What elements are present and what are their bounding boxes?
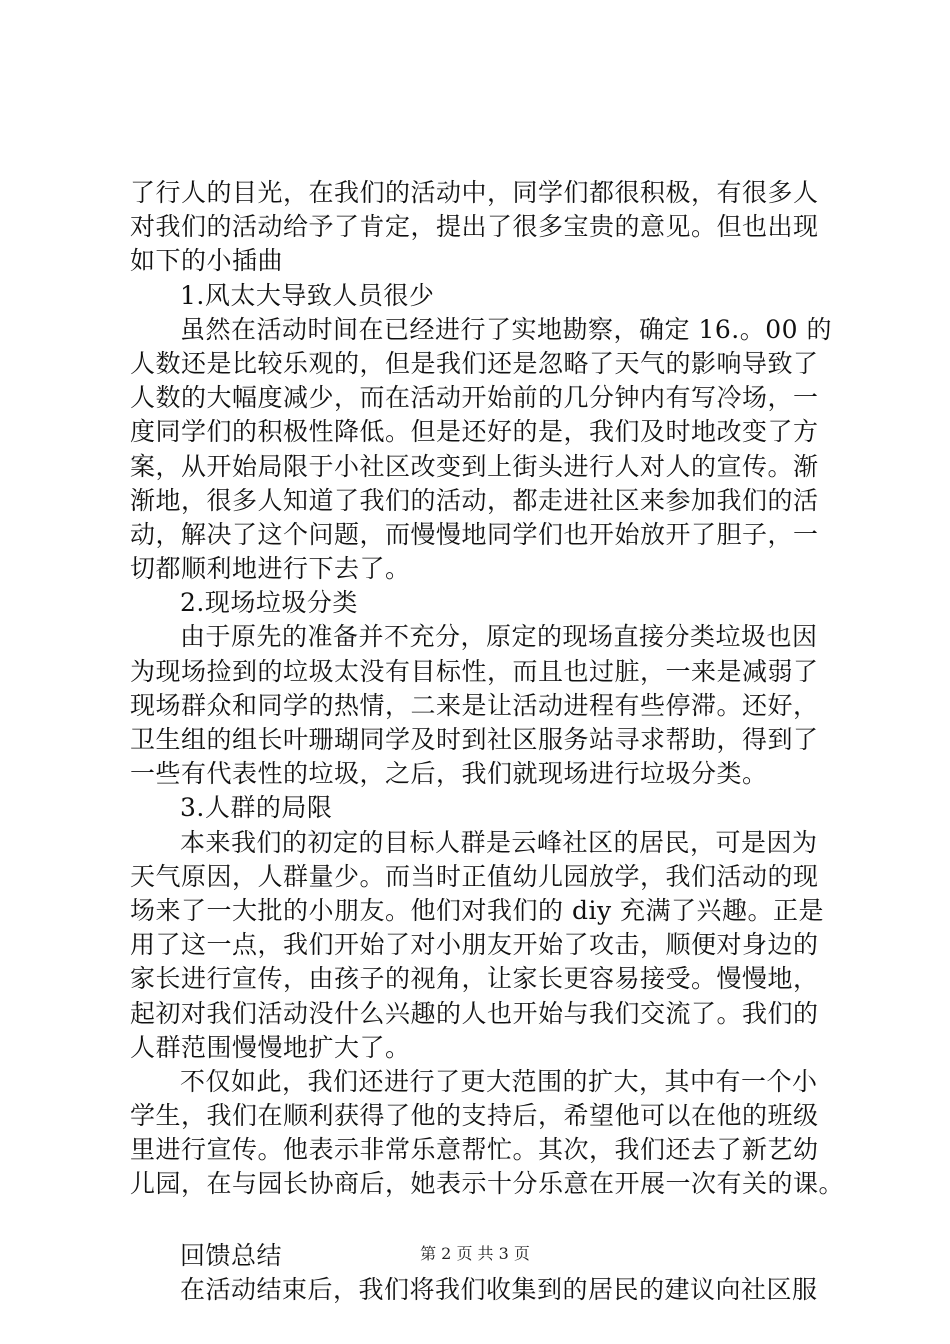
- text-line: 1.风太大导致人员很少: [180, 280, 435, 310]
- text-line: 本来我们的初定的目标人群是云峰社区的居民，可是因为: [180, 827, 818, 857]
- text-line: 里进行宣传。他表示非常乐意帮忙。其次，我们还去了新艺幼: [130, 1135, 819, 1165]
- text-line: 现场群众和同学的热情，二来是让活动进程有些停滞。还好，: [130, 690, 819, 720]
- text-line: 动，解决了这个问题，而慢慢地同学们也开始放开了胆子，一: [130, 519, 819, 549]
- text-line: 渐地，很多人知道了我们的活动，都走进社区来参加我们的活: [130, 485, 819, 515]
- text-line: 人数的大幅度减少，而在活动开始前的几分钟内有写冷场，一: [130, 383, 819, 413]
- closing-line: 在活动结束后，我们将我们收集到的居民的建议向社区服: [180, 1274, 818, 1304]
- text-line: 对我们的活动给予了肯定，提出了很多宝贵的意见。但也出现: [130, 212, 819, 242]
- text-line: 案，从开始局限于小社区改变到上街头进行人对人的宣传。渐: [130, 451, 819, 481]
- text-line: 如下的小插曲: [130, 246, 284, 276]
- page-footer: 第 2 页 共 3 页: [420, 1244, 530, 1263]
- text-line: 人群范围慢慢地扩大了。: [130, 1032, 411, 1062]
- text-line: 天气原因，人群量少。而当时正值幼儿园放学，我们活动的现: [130, 861, 819, 891]
- text-line: 儿园，在与园长协商后，她表示十分乐意在开展一次有关的课。: [130, 1169, 845, 1199]
- text-line: 虽然在活动时间在已经进行了实地勘察，确定 16.。00 的: [180, 314, 832, 344]
- text-line: 起初对我们活动没什么兴趣的人也开始与我们交流了。我们的: [130, 998, 819, 1028]
- text-line: 度同学们的积极性降低。但是还好的是，我们及时地改变了方: [130, 417, 819, 447]
- text-line: 3.人群的局限: [180, 793, 333, 823]
- text-line: 2.现场垃圾分类: [180, 588, 358, 618]
- section-heading: 回馈总结: [180, 1240, 283, 1270]
- text-line: 切都顺利地进行下去了。: [130, 554, 411, 584]
- text-line: 用了这一点，我们开始了对小朋友开始了攻击，顺便对身边的: [130, 930, 819, 960]
- text-line: 不仅如此，我们还进行了更大范围的扩大，其中有一个小: [180, 1066, 818, 1096]
- section-gap: [130, 1202, 830, 1239]
- text-line: 学生，我们在顺利获得了他的支持后，希望他可以在他的班级: [130, 1101, 819, 1131]
- text-line: 家长进行宣传，由孩子的视角，让家长更容易接受。慢慢地，: [130, 964, 819, 994]
- text-line: 场来了一大批的小朋友。他们对我们的 diy 充满了兴趣。正是: [130, 895, 825, 925]
- text-line: 一些有代表性的垃圾，之后，我们就现场进行垃圾分类。: [130, 759, 768, 789]
- text-line: 为现场捡到的垃圾太没有目标性，而且也过脏，一来是减弱了: [130, 656, 819, 686]
- text-line: 由于原先的准备并不充分，原定的现场直接分类垃圾也因: [180, 622, 818, 652]
- text-line: 卫生组的组长叶珊瑚同学及时到社区服务站寻求帮助，得到了: [130, 725, 819, 754]
- paragraph-lines: [130, 176, 845, 1202]
- text-line: 了行人的目光，在我们的活动中，同学们都很积极，有很多人: [130, 178, 819, 207]
- document-body: [130, 176, 845, 1307]
- text-line: 人数还是比较乐观的，但是我们还是忽略了天气的影响导致了: [130, 348, 819, 378]
